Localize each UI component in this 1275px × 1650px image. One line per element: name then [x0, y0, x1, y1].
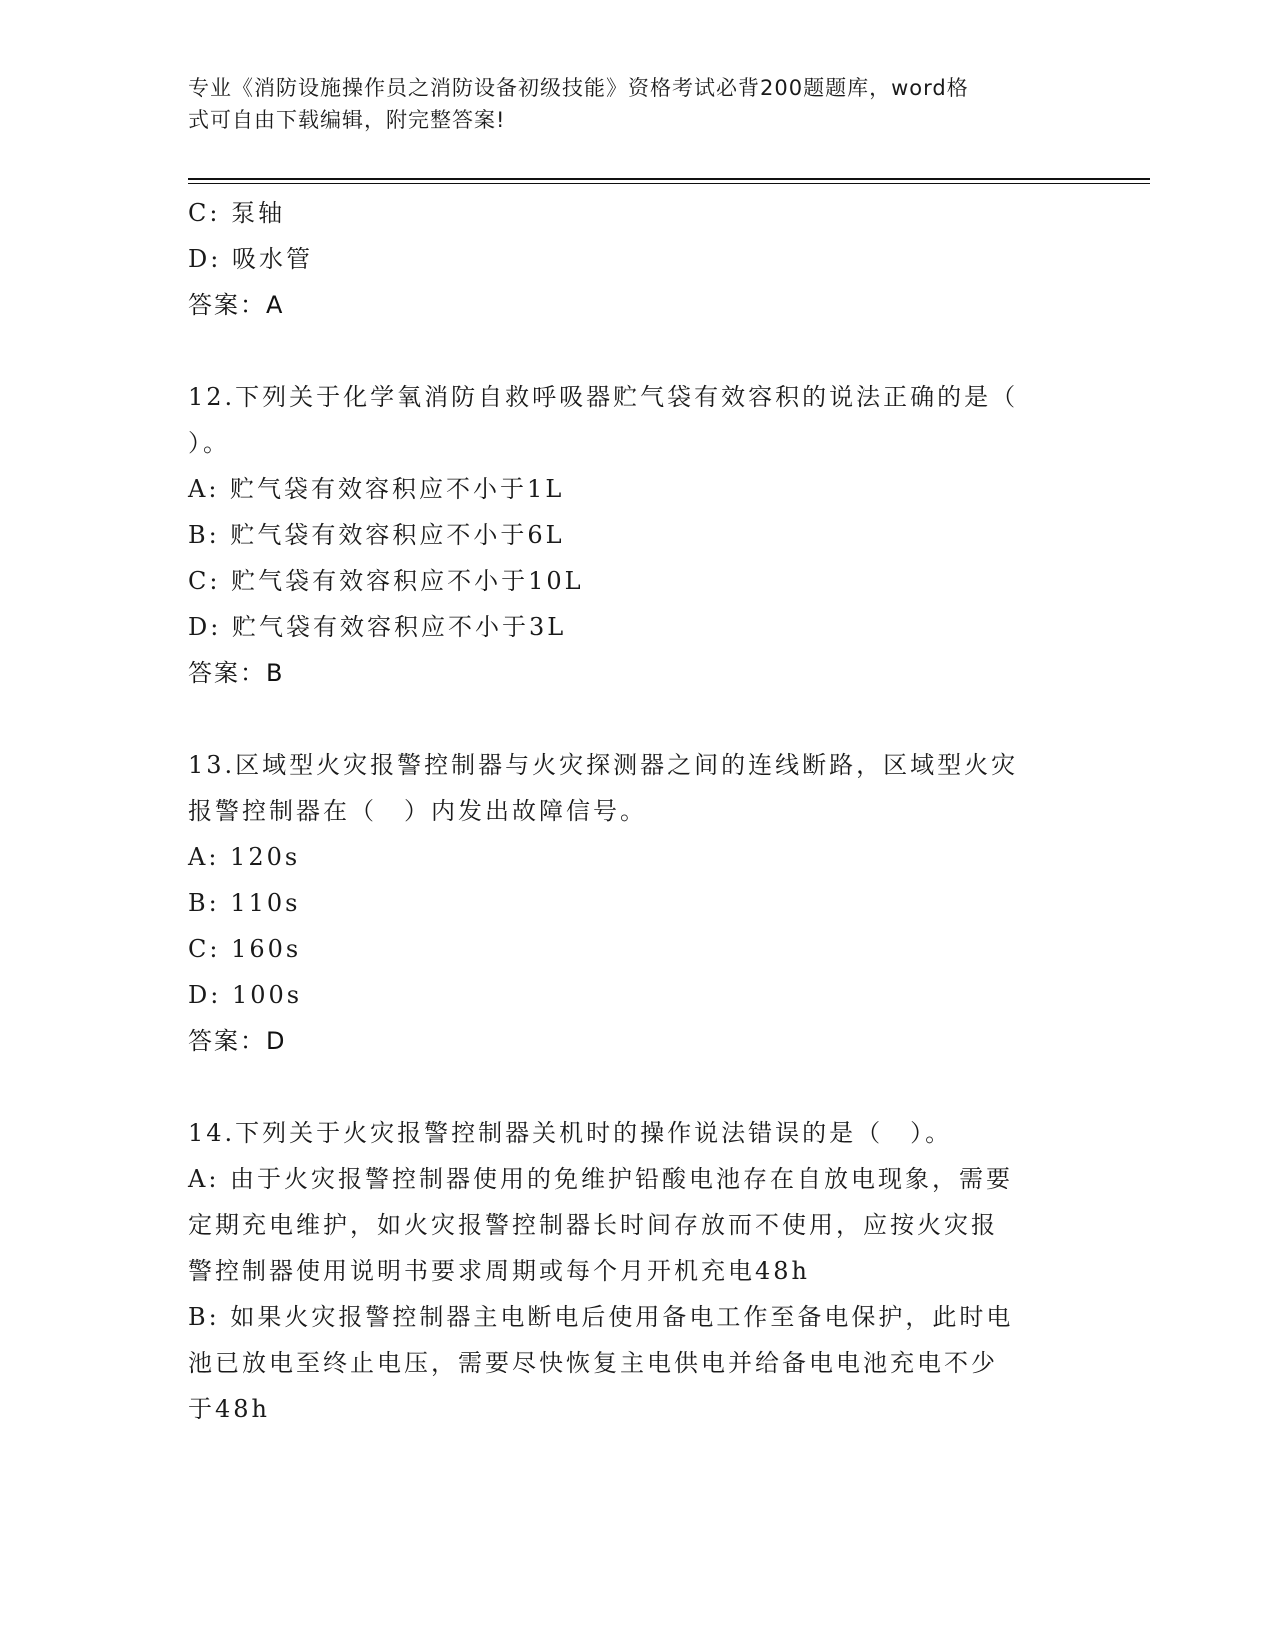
option-a: A: 由于火灾报警控制器使用的免维护铅酸电池存在自放电现象，需要: [188, 1165, 1014, 1193]
question-stem: 报警控制器在（ ）内发出故障信号。: [188, 797, 647, 825]
option-b: B: 如果火灾报警控制器主电断电后使用备电工作至备电保护，此时电: [188, 1303, 1014, 1331]
option-b-continued: 于48h: [188, 1395, 270, 1423]
question-13: [188, 742, 1068, 1064]
option-a-continued: 定期充电维护，如火灾报警控制器长时间存放而不使用，应按火灾报: [188, 1211, 998, 1239]
option-b-continued: 池已放电至终止电压，需要尽快恢复主电供电并给备电电池充电不少: [188, 1349, 998, 1377]
answer: 答案：D: [188, 1027, 287, 1055]
header-line-2: 式可自由下载编辑，附完整答案!: [188, 108, 506, 132]
option-a: A: 贮气袋有效容积应不小于1L: [188, 475, 565, 503]
question-stem: 14.下列关于火灾报警控制器关机时的操作说法错误的是（ ）。: [188, 1119, 953, 1147]
document-header: [188, 72, 1068, 136]
spacer: [188, 328, 1068, 374]
option-a: A: 120s: [188, 843, 301, 871]
question-stem: 13.区域型火灾报警控制器与火灾探测器之间的连线断路，区域型火灾: [188, 751, 1019, 779]
question-content: [188, 190, 1068, 1432]
option-c: C: 泵轴: [188, 199, 286, 227]
header-divider-thin: [188, 183, 1150, 184]
option-c: C: 贮气袋有效容积应不小于10L: [188, 567, 584, 595]
option-b: B: 110s: [188, 889, 301, 917]
spacer: [188, 696, 1068, 742]
question-stem: ）。: [188, 429, 230, 457]
question-12: [188, 374, 1068, 696]
option-a-continued: 警控制器使用说明书要求周期或每个月开机充电48h: [188, 1257, 810, 1285]
header-line-1: 专业《消防设施操作员之消防设备初级技能》资格考试必背200题题库，word格: [188, 76, 969, 100]
option-c: C: 160s: [188, 935, 302, 963]
spacer: [188, 1064, 1068, 1110]
question-14: [188, 1110, 1068, 1432]
option-d: D: 贮气袋有效容积应不小于3L: [188, 613, 567, 641]
answer: 答案：B: [188, 659, 285, 687]
answer: 答案：A: [188, 291, 285, 319]
question-stem: 12.下列关于化学氧消防自救呼吸器贮气袋有效容积的说法正确的是（: [188, 383, 1019, 411]
question-11-tail: [188, 190, 1068, 328]
header-divider-thick: [188, 178, 1150, 180]
option-d: D: 吸水管: [188, 245, 313, 273]
option-d: D: 100s: [188, 981, 303, 1009]
option-b: B: 贮气袋有效容积应不小于6L: [188, 521, 565, 549]
